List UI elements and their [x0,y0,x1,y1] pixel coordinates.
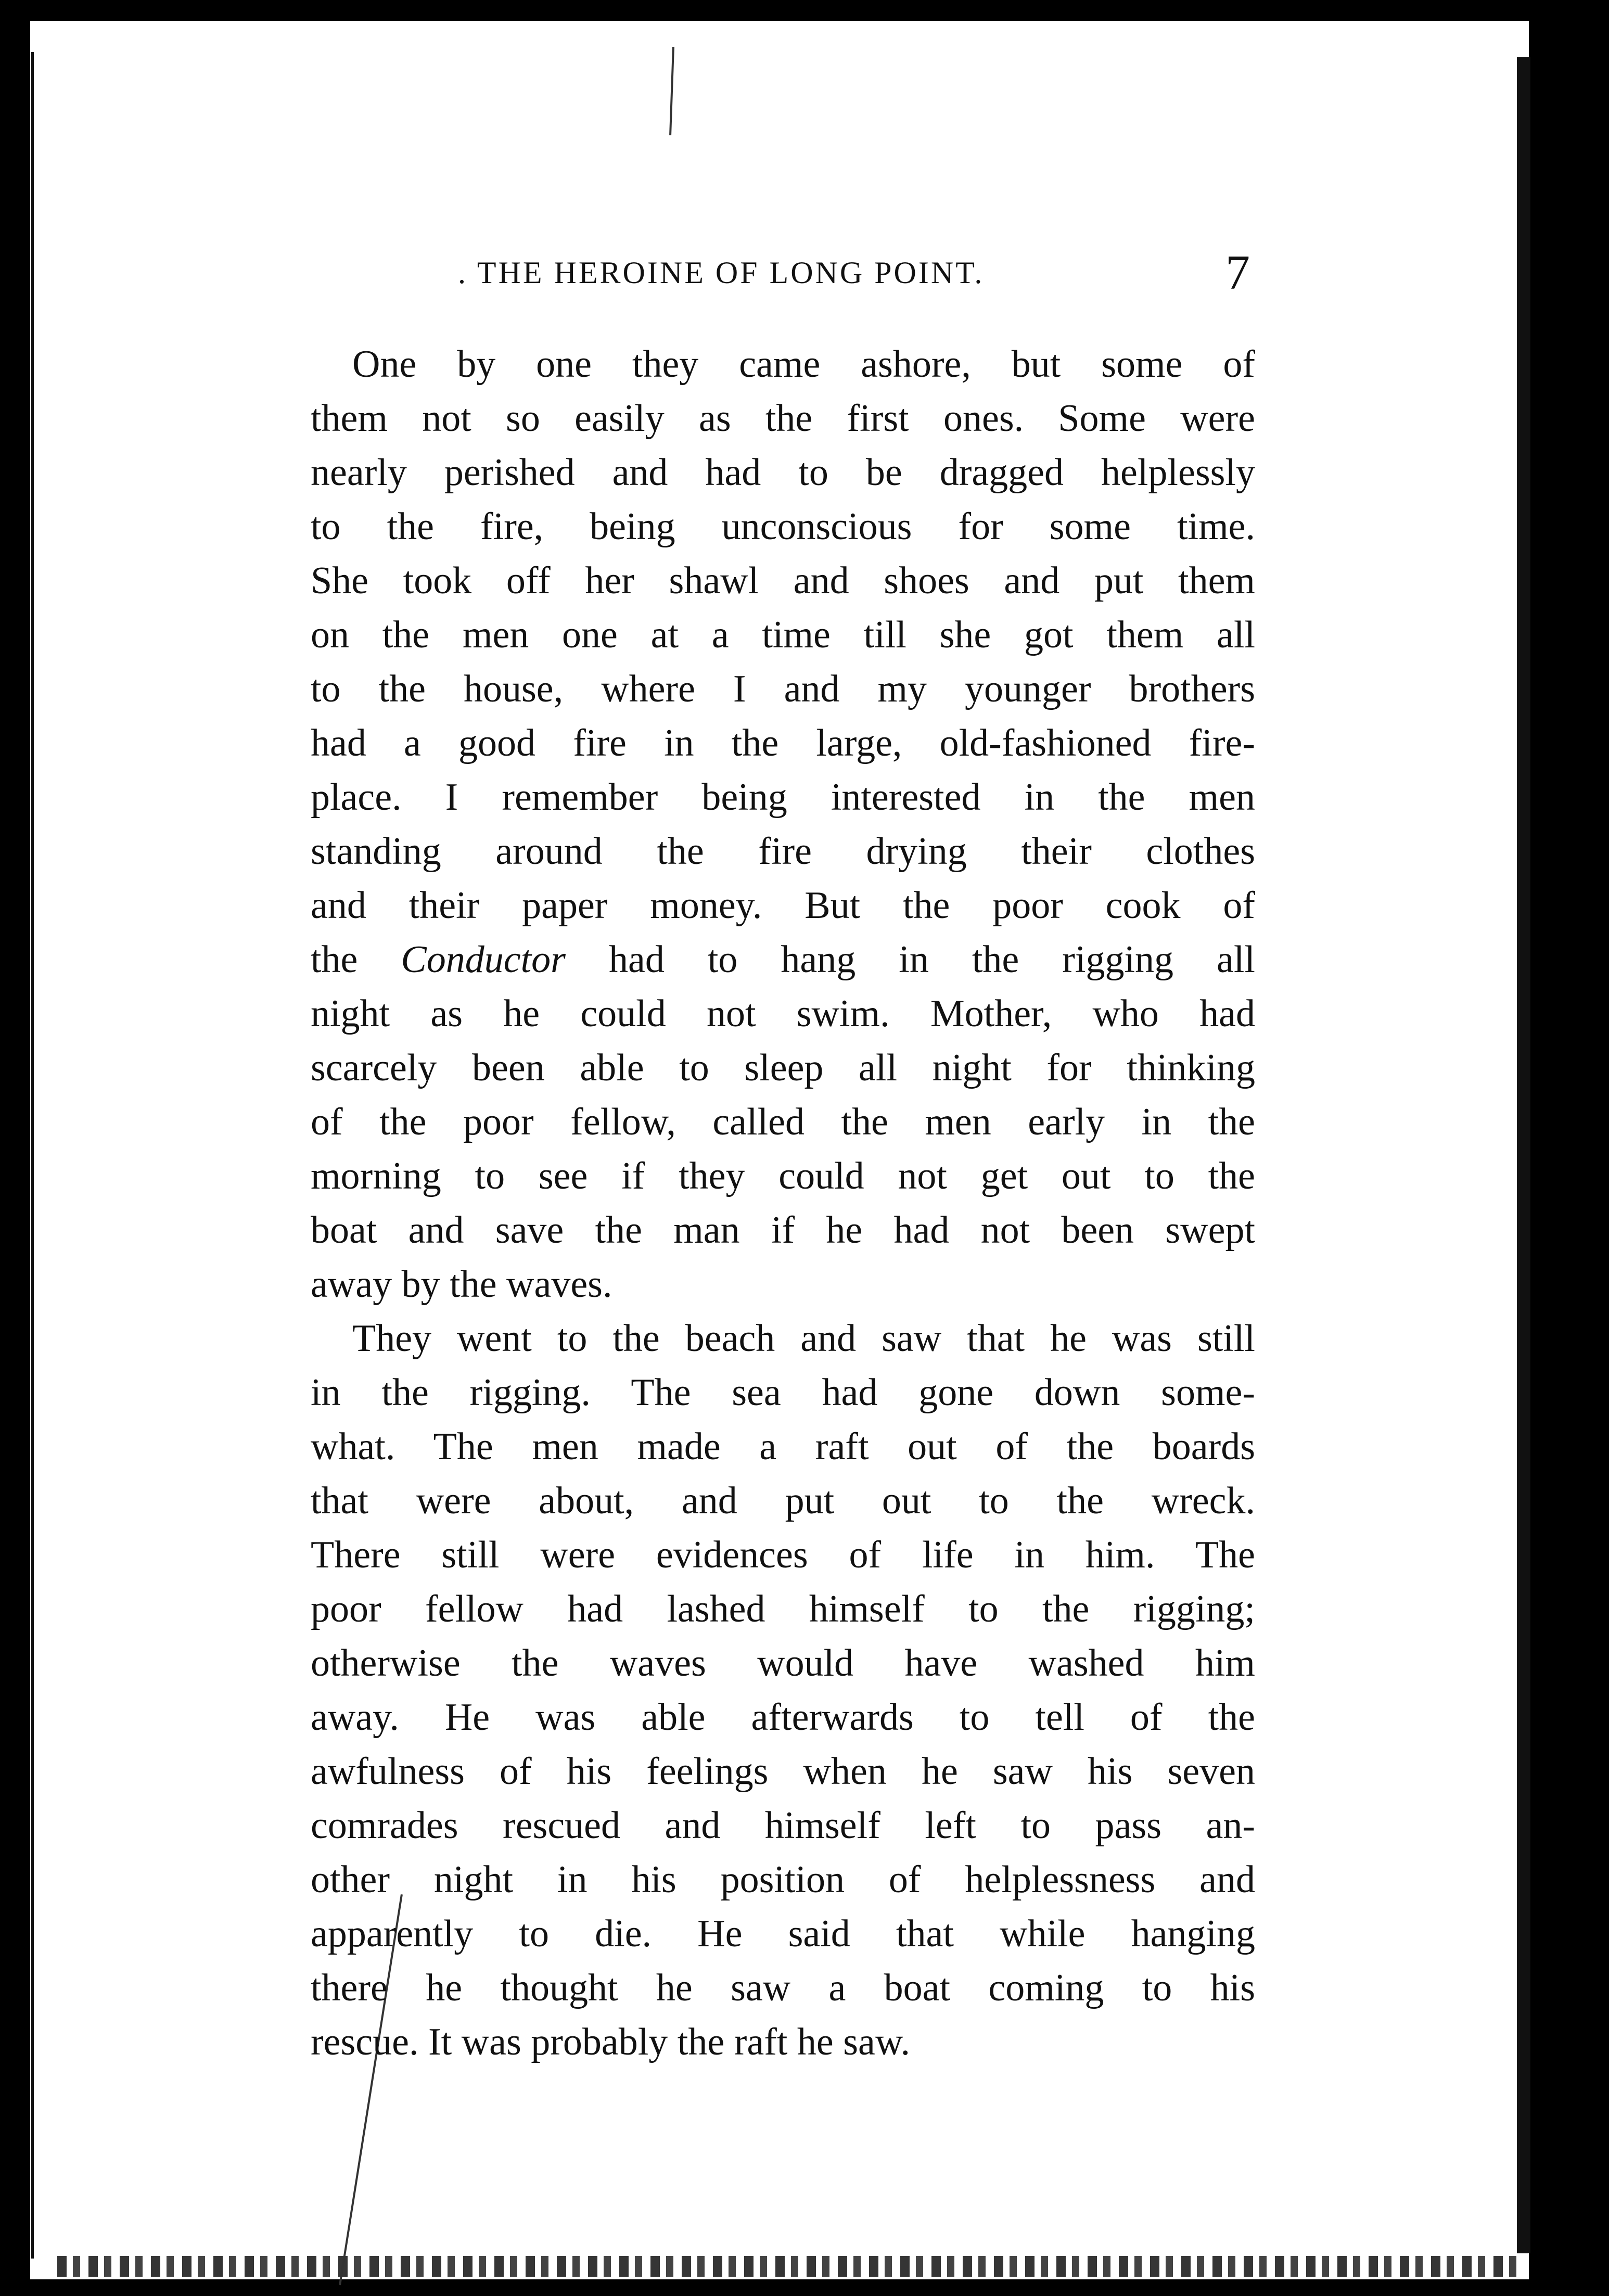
bottom-page-edge [57,2256,1525,2277]
text-line: poor fellow had lashed himself to the rigging; [311,1588,1255,1630]
text-line: apparently to die. He said that while hanging [311,1912,1255,1955]
text-line: standing around the fire drying their clothes [311,830,1255,873]
left-binding-edge [31,52,60,2259]
text-line: comrades rescued and himself left to pass an- [311,1804,1255,1847]
body-text [311,337,1255,2069]
text-line: otherwise the waves would have washed him [311,1642,1255,1685]
text-line: away. He was able afterwards to tell of the [311,1696,1255,1739]
paragraph-2 [311,1311,1255,2069]
text-line: awfulness of his feelings when he saw his seven [311,1750,1255,1793]
text-line: night as he could not swim. Mother, who had [311,992,1255,1035]
text-line: morning to see if they could not get out to the [311,1155,1255,1197]
text-line: of the poor fellow, called the men early in the [311,1101,1255,1143]
text-line: nearly perished and had to be dragged helplessly [311,451,1255,494]
text-line: other night in his position of helplessness and [311,1858,1255,1901]
text-line: there he thought he saw a boat coming to his [311,1967,1255,2009]
running-header: . THE HEROINE OF LONG POINT. [458,256,985,290]
text-line: what. The men made a raft out of the boards [311,1425,1255,1468]
text-line: the Conductor had to hang in the rigging all [311,938,1255,981]
text-line: that were about, and put out to the wreck. [311,1479,1255,1522]
text-line: in the rigging. The sea had gone down some- [311,1371,1255,1414]
text-line: to the fire, being unconscious for some time. [311,505,1255,548]
paragraph-1 [311,337,1255,1311]
ship-name: Conductor [401,938,566,981]
text-line: One by one they came ashore, but some of [352,343,1255,386]
text-line: on the men one at a time till she got them all [311,614,1255,656]
text-line: and their paper money. But the poor cook of [311,884,1255,927]
text-line: them not so easily as the first ones. Some were [311,397,1255,440]
text-line: to the house, where I and my younger brothers [311,668,1255,710]
text-line: away by the waves. [311,1263,612,1306]
text-line: boat and save the man if he had not been swept [311,1209,1255,1252]
page-number: 7 [1225,246,1250,300]
text-line: had a good fire in the large, old-fashioned fire- [311,722,1255,764]
text-line: They went to the beach and saw that he was still [352,1317,1255,1360]
text-line: rescue. It was probably the raft he saw. [311,2021,911,2063]
text-line: place. I remember being interested in the men [311,776,1255,819]
text-line: There still were evidences of life in him. The [311,1534,1255,1576]
text-line: She took off her shawl and shoes and put them [311,559,1255,602]
text-line: scarcely been able to sleep all night for thinking [311,1047,1255,1089]
right-page-edge [1517,57,1530,2253]
